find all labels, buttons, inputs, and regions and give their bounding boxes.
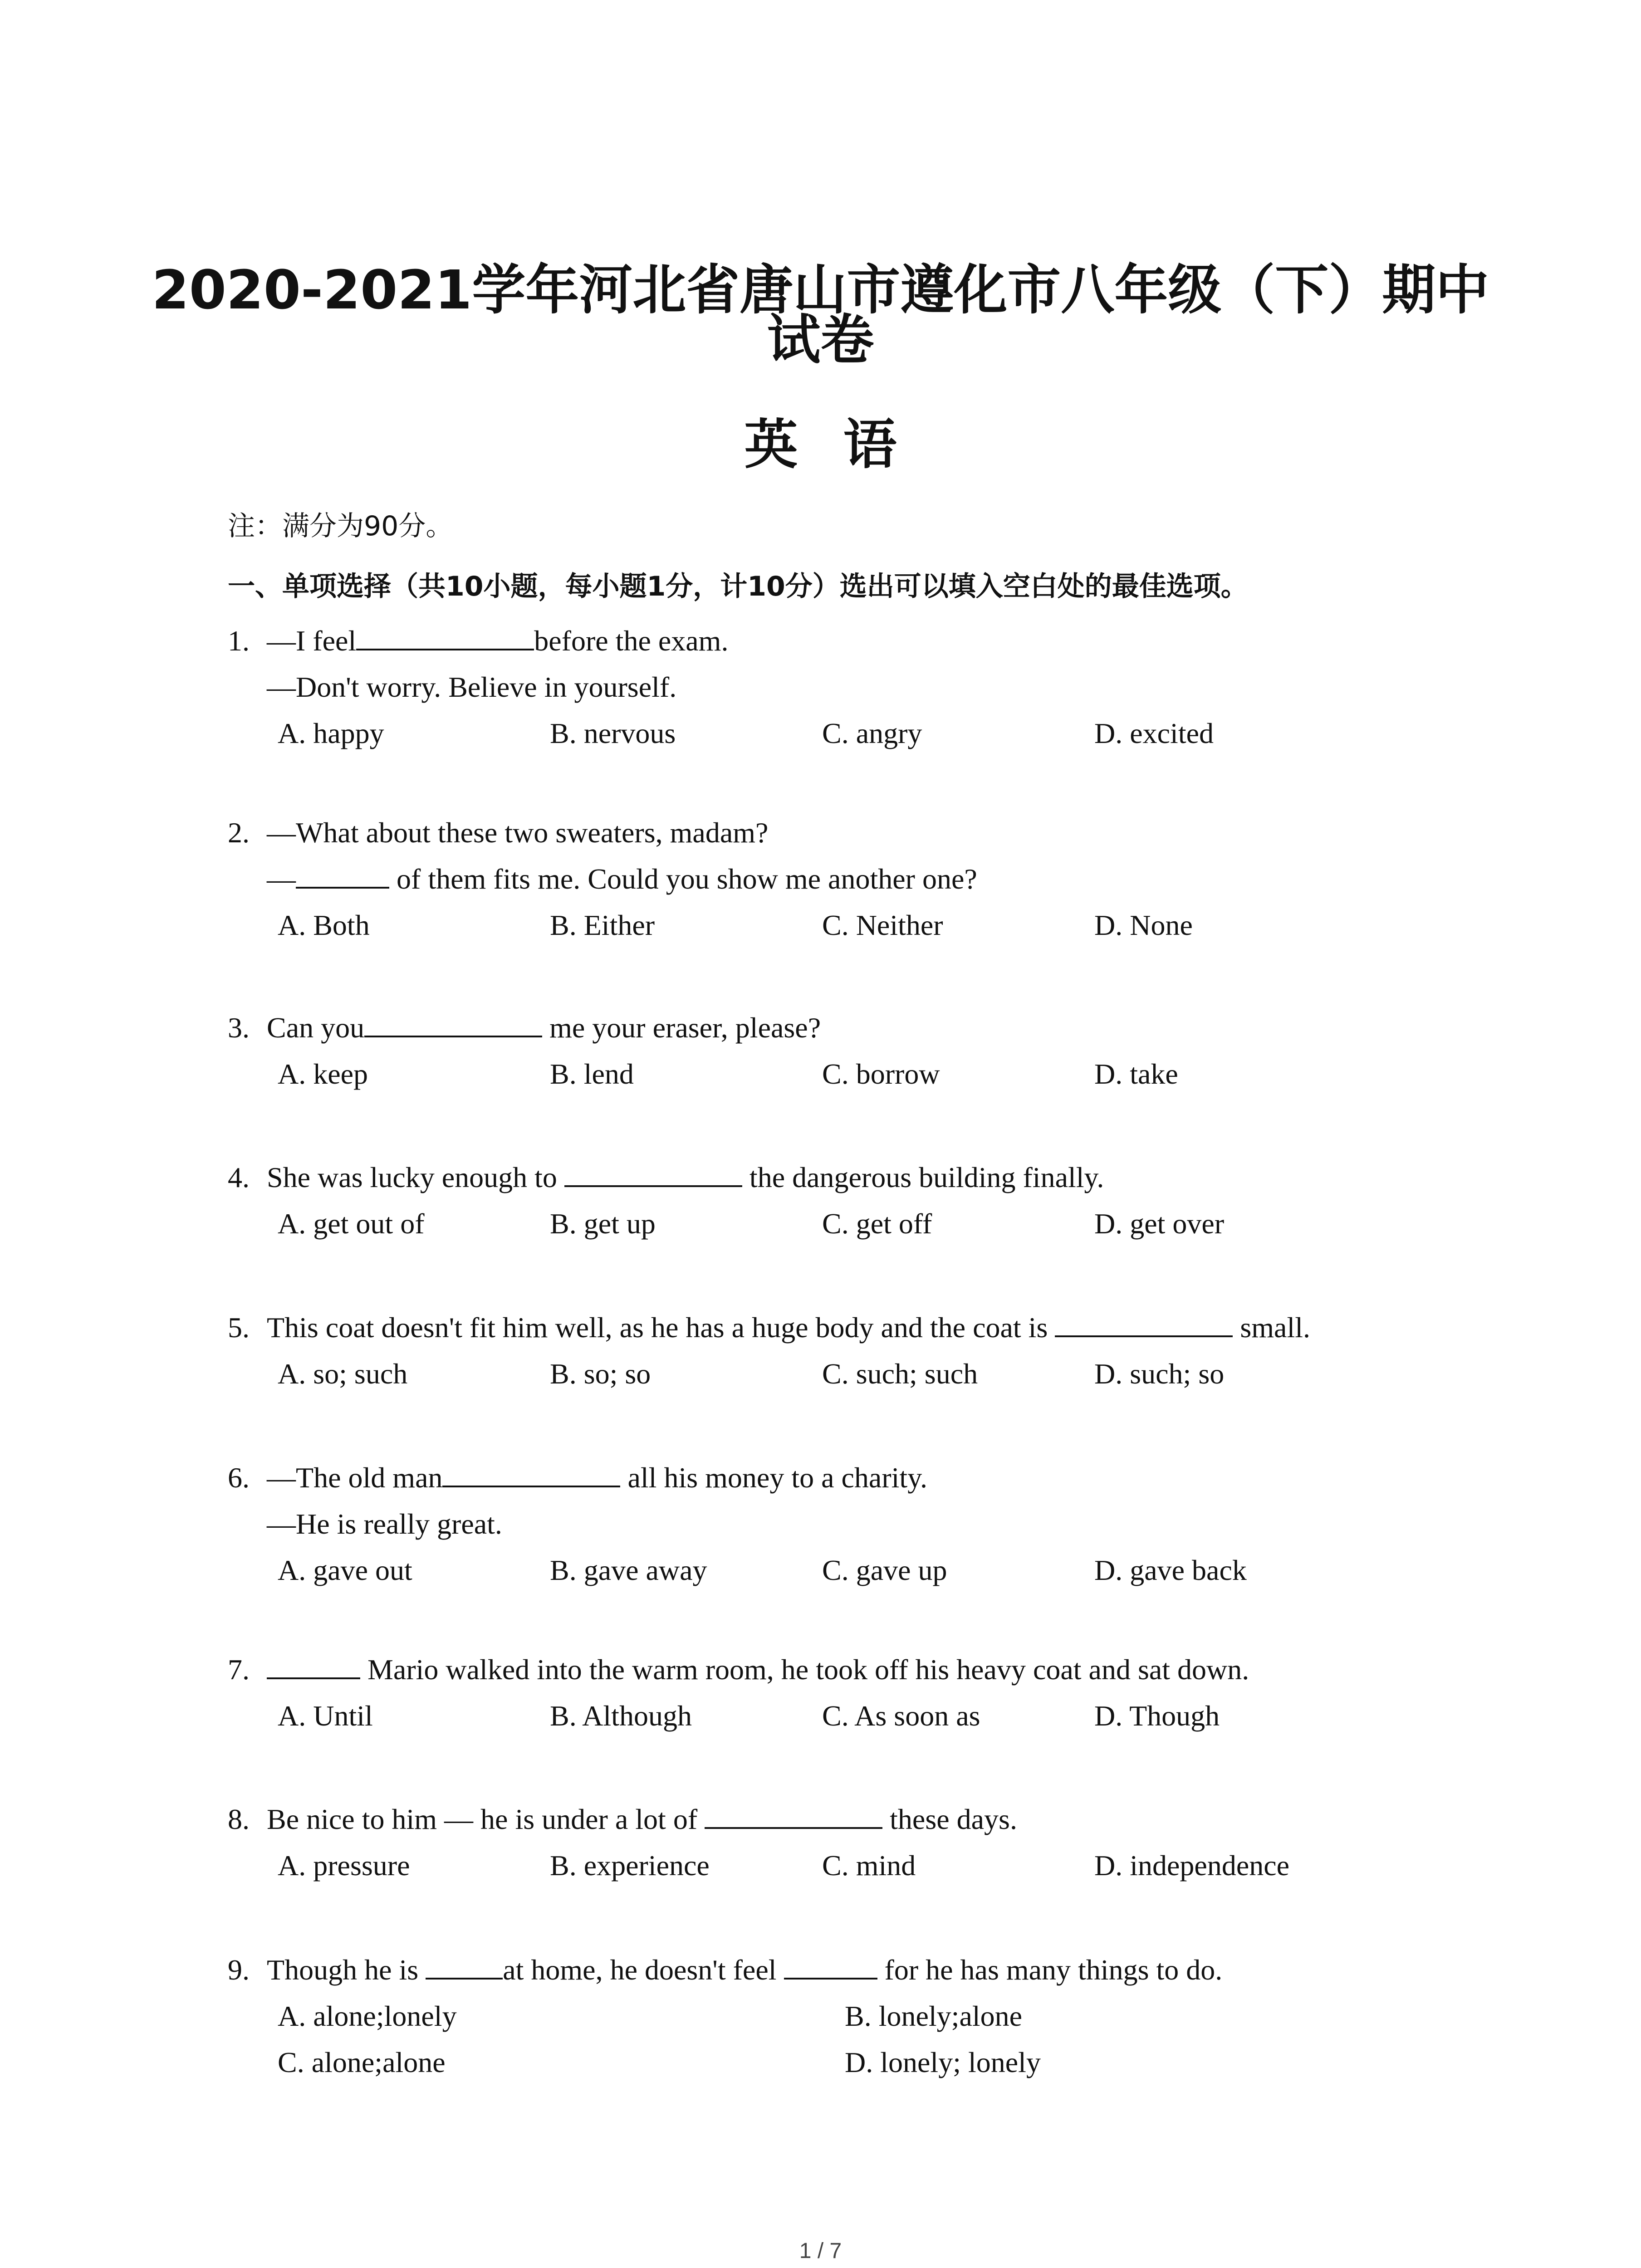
option-a[interactable]: A. pressure: [278, 1849, 410, 1882]
option-b[interactable]: B. nervous: [550, 717, 676, 749]
option-b[interactable]: B. Although: [550, 1700, 692, 1732]
option-b[interactable]: B. lend: [550, 1058, 634, 1090]
option-a[interactable]: A. so; such: [278, 1358, 408, 1390]
option-d[interactable]: D. such; so: [1094, 1358, 1225, 1390]
question-6: [228, 1455, 1453, 1593]
question-line: [228, 1005, 1453, 1051]
answer-blank[interactable]: [356, 621, 534, 650]
option-d[interactable]: D. get over: [1094, 1207, 1225, 1240]
options-row: [228, 1693, 1453, 1739]
question-7: [228, 1647, 1453, 1739]
options-row: [228, 1351, 1453, 1397]
option-c[interactable]: C. As soon as: [822, 1700, 980, 1732]
page-number: 1 / 7: [799, 2239, 842, 2263]
question-9: [228, 1947, 1453, 2086]
score-note: 注：满分为90分。: [228, 510, 453, 542]
question-stem: Though he is at home, he doesn't feel for he has many things to do.: [267, 1947, 1222, 1993]
option-b[interactable]: B. Either: [550, 909, 655, 941]
question-number: 6.: [228, 1461, 250, 1494]
option-a[interactable]: A. alone;lonely: [278, 2000, 457, 2032]
question-8: [228, 1796, 1453, 1889]
question-line: [228, 810, 1453, 856]
question-stem: —He is really great.: [267, 1508, 502, 1540]
answer-blank[interactable]: [364, 1008, 542, 1037]
question-stem: Be nice to him — he is under a lot of these days.: [267, 1796, 1017, 1843]
option-c[interactable]: C. gave up: [822, 1554, 947, 1586]
option-b[interactable]: B. experience: [550, 1849, 710, 1882]
option-b[interactable]: B. gave away: [550, 1554, 707, 1586]
question-1: [228, 618, 1453, 757]
option-a[interactable]: A. keep: [278, 1058, 368, 1090]
option-d[interactable]: D. gave back: [1094, 1554, 1247, 1586]
answer-blank[interactable]: [564, 1158, 742, 1187]
subject-title: 英语: [744, 413, 942, 476]
answer-blank[interactable]: [442, 1458, 620, 1487]
answer-blank[interactable]: [784, 1950, 877, 1980]
options-row: [228, 1547, 1453, 1593]
question-line: [228, 1501, 1453, 1547]
question-stem: Mario walked into the warm room, he took off his heavy coat and sat down.: [267, 1647, 1249, 1693]
question-stem: —Don't worry. Believe in yourself.: [267, 671, 677, 703]
question-4: [228, 1154, 1453, 1247]
option-c[interactable]: C. borrow: [822, 1058, 940, 1090]
question-line: [228, 856, 1453, 902]
option-b[interactable]: B. so; so: [550, 1358, 651, 1390]
options-row: [228, 710, 1453, 757]
question-5: [228, 1305, 1453, 1397]
exam-title-line1: 2020-2021学年河北省唐山市遵化市八年级（下）期中: [152, 259, 1489, 321]
option-a[interactable]: A. Both: [278, 909, 370, 941]
question-number: 3.: [228, 1012, 250, 1044]
option-c[interactable]: C. angry: [822, 717, 922, 749]
option-d[interactable]: D. excited: [1094, 717, 1214, 749]
option-c[interactable]: C. such; such: [822, 1358, 978, 1390]
question-number: 5.: [228, 1311, 250, 1344]
option-c[interactable]: C. get off: [822, 1207, 932, 1240]
question-stem: — of them fits me. Could you show me another one?: [267, 856, 977, 902]
answer-blank[interactable]: [426, 1950, 503, 1980]
question-line: [228, 1647, 1453, 1693]
option-b[interactable]: B. get up: [550, 1207, 656, 1240]
question-line: [228, 618, 1453, 664]
question-2: [228, 810, 1453, 948]
answer-blank[interactable]: [296, 860, 389, 889]
exam-title-line2: 试卷: [767, 308, 874, 371]
question-line: [228, 1154, 1453, 1201]
option-d[interactable]: D. independence: [1094, 1849, 1290, 1882]
question-line: [228, 664, 1453, 710]
option-d[interactable]: D. None: [1094, 909, 1193, 941]
option-c[interactable]: C. alone;alone: [278, 2046, 446, 2078]
option-a[interactable]: A. happy: [278, 717, 384, 749]
option-b[interactable]: B. lonely;alone: [845, 2000, 1023, 2032]
question-stem: —What about these two sweaters, madam?: [267, 816, 769, 849]
option-d[interactable]: D. Though: [1094, 1700, 1220, 1732]
option-a[interactable]: A. gave out: [278, 1554, 412, 1586]
options-row: [228, 1051, 1453, 1097]
options-row: [228, 1201, 1453, 1247]
option-a[interactable]: A. get out of: [278, 1207, 425, 1240]
question-stem: This coat doesn't fit him well, as he has a huge body and the coat is small.: [267, 1305, 1310, 1351]
option-c[interactable]: C. Neither: [822, 909, 943, 941]
question-line: [228, 1455, 1453, 1501]
question-line: [228, 1796, 1453, 1843]
option-a[interactable]: A. Until: [278, 1700, 373, 1732]
options-row: [228, 1843, 1453, 1889]
options-row: [228, 1993, 1453, 2039]
answer-blank[interactable]: [267, 1650, 360, 1679]
question-stem: —The old man all his money to a charity.: [267, 1455, 927, 1501]
section-heading: 一、单项选择（共10小题，每小题1分，计10分）选出可以填入空白处的最佳选项。: [228, 571, 1248, 602]
question-number: 4.: [228, 1161, 250, 1193]
question-stem: She was lucky enough to the dangerous building finally.: [267, 1154, 1104, 1201]
options-row: [228, 2039, 1453, 2086]
question-number: 7.: [228, 1653, 250, 1686]
question-number: 9.: [228, 1954, 250, 1986]
question-stem: —I feel before the exam.: [267, 618, 728, 664]
question-3: [228, 1005, 1453, 1097]
question-number: 8.: [228, 1803, 250, 1835]
options-row: [228, 902, 1453, 948]
question-stem: Can you me your eraser, please?: [267, 1005, 821, 1051]
answer-blank[interactable]: [705, 1800, 882, 1829]
option-d[interactable]: D. lonely; lonely: [845, 2046, 1041, 2078]
question-number: 1.: [228, 625, 250, 657]
option-c[interactable]: C. mind: [822, 1849, 916, 1882]
answer-blank[interactable]: [1055, 1308, 1233, 1337]
question-number: 2.: [228, 816, 250, 849]
question-line: [228, 1947, 1453, 1993]
question-line: [228, 1305, 1453, 1351]
option-d[interactable]: D. take: [1094, 1058, 1178, 1090]
